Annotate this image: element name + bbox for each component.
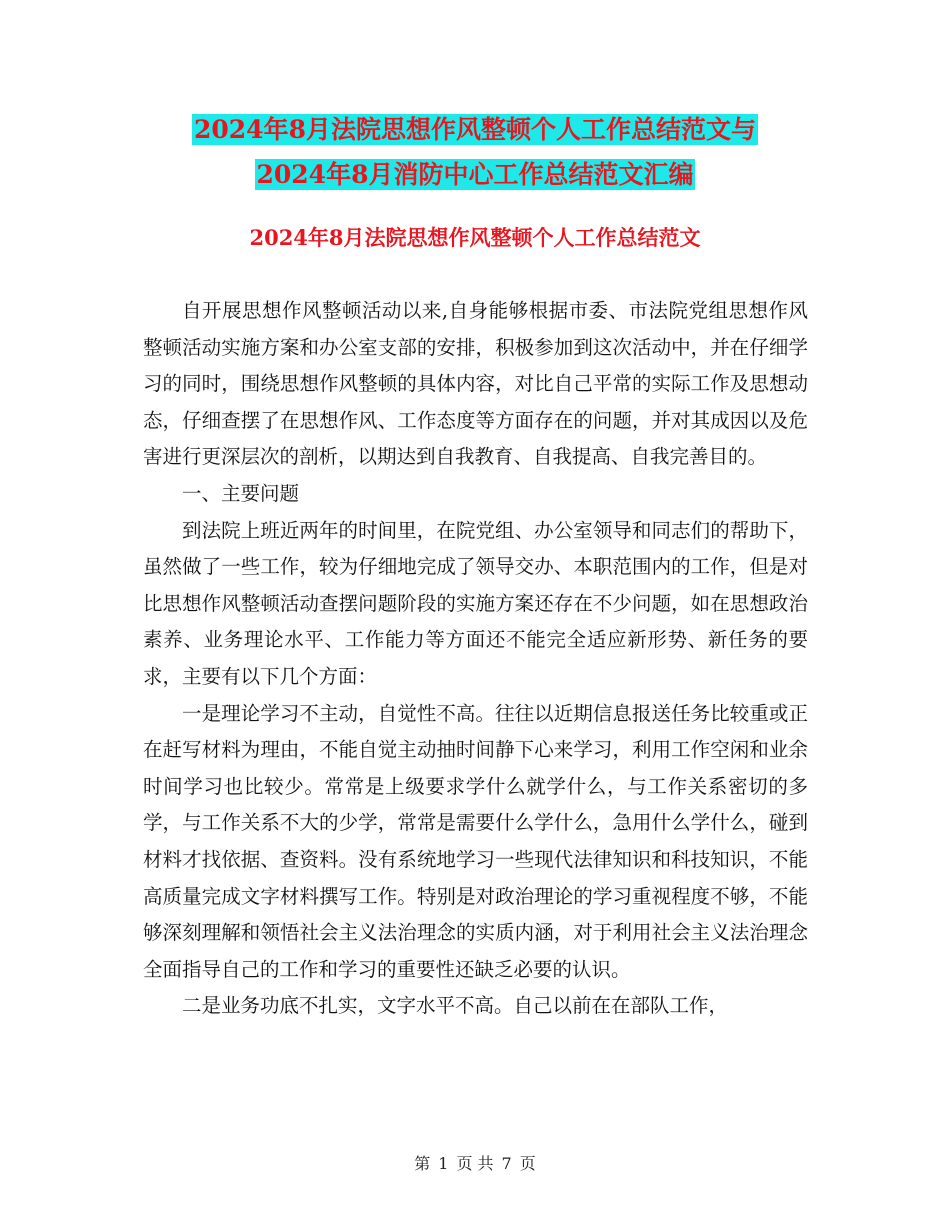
- main-title-line-2: [0, 157, 950, 193]
- footer-prefix: 第: [414, 1154, 431, 1173]
- heading-main-problems: 一、主要问题: [182, 481, 300, 505]
- paragraph-point-1: 一是理论学习不主动，自觉性不高。往往以近期信息报送任务比较重或正在赶写材料为理由，不能自觉主动抽时间静下心来学习，利用工作空闲和业余时间学习也比较少。常常是上级要求学什么就学什么，与工作关系密切的多学，与工作关系不大的少学，常常是需要什么学什么，急用什么学什么，碰到材料才找依据、查资料。没有系统地学习一些现代法律知识和科技知识，不能高质量完成文字材料撰写工作。特别是对政治理论的学习重视程度不够，不能够深刻理解和领悟社会主义法治理念的实质内涵，对于利用社会主义法治理念全面指导自己的工作和学习的重要性还缺乏必要的认识。: [143, 701, 808, 981]
- title-highlight-1: 2024年8月法院思想作风整顿个人工作总结范文与: [194, 115, 756, 144]
- main-title-line-1: [0, 112, 950, 148]
- paragraph-intro: 自开展思想作风整顿活动以来,自身能够根据市委、市法院党组思想作风整顿活动实施方案和办公室支部的安排，积极参加到这次活动中，并在仔细学习的同时，围绕思想作风整顿的具体内容，对比自己平常的实际工作及思想动态，仔细查摆了在思想作风、工作态度等方面存在的问题，并对其成因以及危害进行更深层次的剖析，以期达到自我教育、自我提高、自我完善目的。: [143, 299, 808, 469]
- footer-total-pages: 7: [501, 1154, 512, 1173]
- footer-page-number: 1: [438, 1154, 449, 1173]
- footer-suffix: 页: [519, 1154, 536, 1173]
- title-highlight-2: 2024年8月消防中心工作总结范文汇编: [256, 160, 694, 189]
- page-footer: [0, 1152, 950, 1176]
- paragraph-overview: 到法院上班近两年的时间里，在院党组、办公室领导和同志们的帮助下，虽然做了一些工作，较为仔细地完成了领导交办、本职范围内的工作，但是对比思想作风整顿活动查摆问题阶段的实施方案还存在不少问题，如在思想政治素养、业务理论水平、工作能力等方面还不能完全适应新形势、新任务的要求，主要有以下几个方面：: [143, 518, 808, 688]
- footer-middle: 页 共: [456, 1154, 494, 1173]
- section-title: 2024年8月法院思想作风整顿个人工作总结范文: [249, 225, 701, 250]
- paragraph-point-2: 二是业务功底不扎实，文字水平不高。自己以前在在部队工作，: [182, 994, 729, 1018]
- document-body: [143, 293, 808, 1025]
